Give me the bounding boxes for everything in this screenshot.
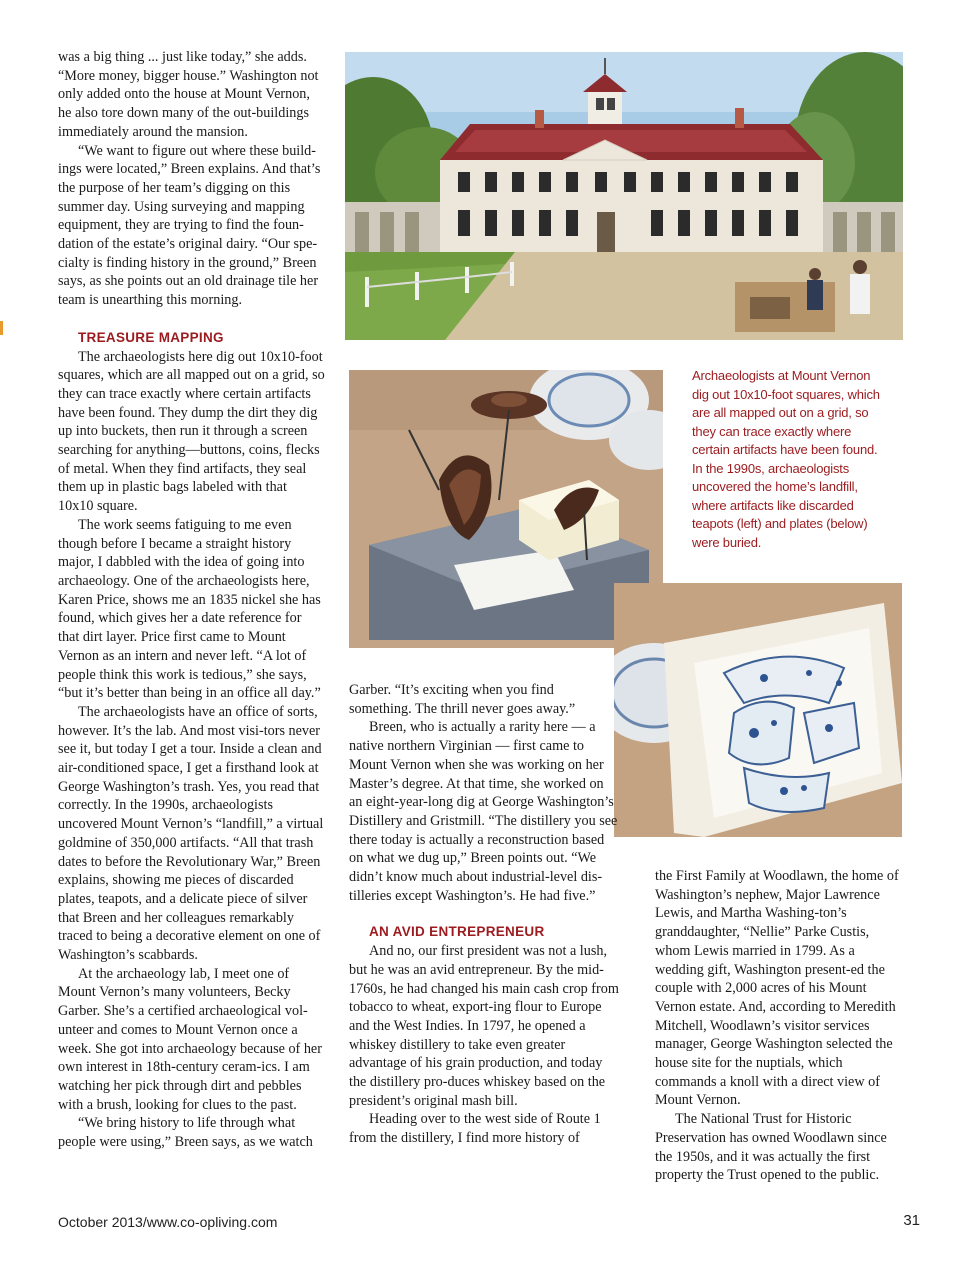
article-column-3 bbox=[655, 867, 905, 1185]
paragraph: The archaeologists here dig out 10x10-foot squares, which are all mapped out on a grid, so they can trace exactly where certain artifacts have been found. They dump the dirt they dig up into buckets, then run it through a screen searching for anything—buttons, coins, flecks of metal. When they find artifacts, they seal them up in plastic bags labeled with that 10x10 square. bbox=[58, 348, 325, 515]
paragraph: At the archaeology lab, I meet one of Mount Vernon’s many volunteers, Becky Garber. She’s a certified archaeological vol-unteer and comes to Mount Vernon once a week. She got into archaeology because of her own interest in 18th-century ceram-ics. I am watching her pick through dirt and pebbles with a brush, looking for clues to the past. bbox=[58, 965, 322, 1113]
section-heading-avid-entrepreneur: AN AVID ENTREPRENEUR bbox=[369, 924, 545, 940]
paragraph: Garber. “It’s exciting when you find something. The thrill never goes away.” bbox=[349, 682, 576, 717]
paragraph: The National Trust for Historic Preservation has owned Woodlawn since the 1950s, and it was actually the first property the Trust opened to the public. bbox=[655, 1111, 887, 1184]
paragraph: The work seems fatiguing to me even though before I became a straight history major, I dabbled with the idea of going into archaeology. One of the archaeologists here, Karen Price, shows me an 1835 nickel she has found, which gives her a date reference for that dirt layer. Price first came to Mount Vernon as an intern and never left. “A lot of people think this work is tedious,” she says, “but it’s better than being in an office all day.” bbox=[58, 516, 321, 702]
mansion-photo bbox=[345, 52, 903, 340]
paragraph: the First Family at Woodlawn, the home of Washington’s nephew, Major Lawrence Lewis, and Martha Washing-ton’s granddaughter, “Nellie” Parke Custis, whom Lewis married in 1799. As a wedding gift, Washington present-ed the couple with 2,000 acres of his Mount Vernon estate. And, according to Meredith Mitchell, Woodlawn’s visitor services manager, George Washington selected the house site for the nuptials, which commands a knoll with a direct view of Mount Vernon. bbox=[655, 868, 899, 1109]
paragraph: Heading over to the west side of Route 1 from the distillery, I find more history of bbox=[349, 1111, 601, 1147]
paragraph: And no, our first president was not a lush, but he was an avid entrepreneur. By the mid-1760s, he had changed his main cash crop from tobacco to wheat, export-ing flour to Europe and the West Indies. In 1797, he opened a whiskey distillery to take even greater advantage of his grain production, and today the distillery pro-duces whiskey based on the president’s original mash bill. bbox=[349, 943, 619, 1109]
paragraph: “We bring history to life through what people were using,” Breen says, as we watch bbox=[58, 1115, 313, 1151]
section-heading-treasure-mapping: TREASURE MAPPING bbox=[78, 329, 224, 345]
article-column-2 bbox=[349, 681, 619, 1148]
article-column-1 bbox=[58, 48, 325, 1152]
page-number: 31 bbox=[903, 1212, 920, 1229]
paragraph: The archaeologists have an office of sorts, however. It’s the lab. And most visi-tors never see it, but today I get a tour. Inside a clean and air-conditioned space, I get a firsthand look at George Washington’s trash. Yes, you read that correctly. In the 1990s, archaeologists uncovered Mount Vernon’s “landfill,” a virtual goldmine of 350,000 artifacts. “All that trash dates to before the Revolutionary War,” Breen explains, showing me pieces of discarded plates, teapots, and a delicate piece of silver that Breen and her colleagues remarkably traced to being a decorative element on one of Washington’s scabbards. bbox=[58, 703, 324, 964]
plate-fragments-photo bbox=[614, 583, 902, 837]
paragraph: “We want to figure out where these build-ings were located,” Breen explains. And that’s the purpose of her team’s digging on this summer day. Using surveying and mapping equipment, they are trying to find the foun-dation of the estate’s original dairy. “Our spe-cialty is finding history in the ground,” Breen says, as she points out an old drainage tile her team is unearthing this morning. bbox=[58, 142, 321, 309]
paragraph: Breen, who is actually a rarity here — a native northern Virginian — first came to Mount Vernon when she was working on her Master’s degree. At that time, she worked on an eight-year-long dig at George Washington’s Distillery and Gristmill. “The distillery you see there today is actually a reconstruction based on what we dug up,” Breen points out. “We didn’t know much about industrial-level dis-tilleries except Washington’s. He had five.” bbox=[349, 719, 618, 904]
margin-tab-marker bbox=[0, 321, 3, 335]
footer-issue-and-url: October 2013/www.co-opliving.com bbox=[58, 1214, 278, 1230]
paragraph: was a big thing ... just like today,” she adds. “More money, bigger house.” Washington not only added onto the house at Mount Vernon, he also tore down many of the out-buildings immediately around the mansion. bbox=[58, 49, 319, 140]
photo-caption: Archaeologists at Mount Vernon dig out 10x10-foot squares, which are all mapped out on a grid, so they can trace exactly where certain artifacts have been found. In the 1990s, archaeologists uncovered the home’s landfill, where artifacts like discarded teapots (left) and plates (below) were buried. bbox=[692, 368, 880, 550]
